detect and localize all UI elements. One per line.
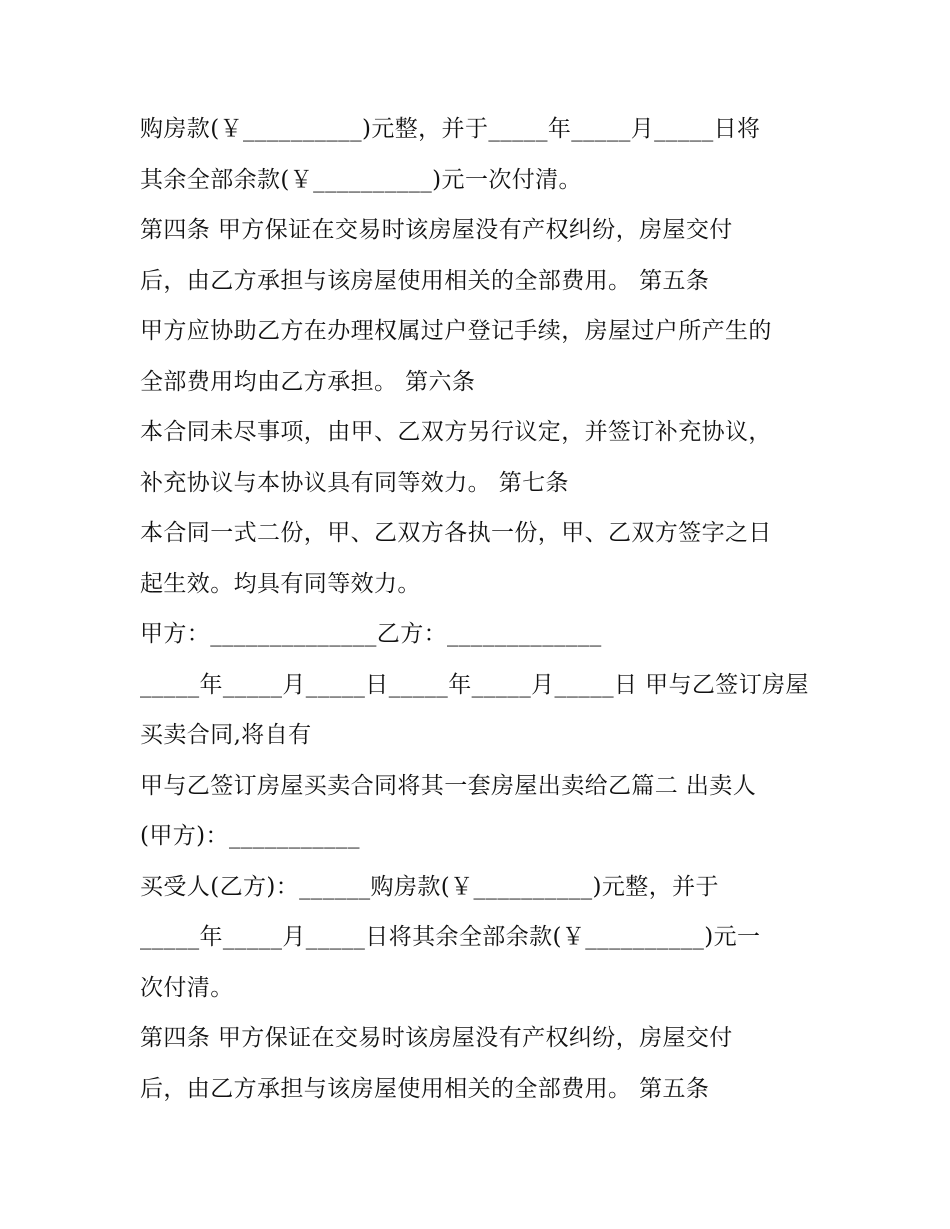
text-line-4: 后，由乙方承担与该房屋使用相关的全部费用。 第五条 <box>140 267 710 294</box>
text-line-10: 起生效。均具有同等效力。 <box>140 570 421 597</box>
text-line-20: 后，由乙方承担与该房屋使用相关的全部费用。 第五条 <box>140 1075 710 1102</box>
text-line-12: _____年_____月_____日_____年_____月_____日 甲与乙签订房屋 <box>140 671 809 698</box>
text-line-5: 甲方应协助乙方在办理权属过户登记手续，房屋过户所产生的 <box>140 318 772 344</box>
text-line-16: 买受人(乙方)：______购房款(￥__________)元整，并于 <box>140 873 719 900</box>
text-line-6: 全部费用均由乙方承担。 第六条 <box>140 368 476 395</box>
text-line-3: 第四条 甲方保证在交易时该房屋没有产权纠纷，房屋交付 <box>140 217 733 243</box>
text-line-7: 本合同未尽事项，由甲、乙双方另行议定，并签订补充协议， <box>140 419 772 445</box>
text-line-19: 第四条 甲方保证在交易时该房屋没有产权纠纷，房屋交付 <box>140 1025 733 1051</box>
text-line-2: 其余全部余款(￥__________)元一次付清。 <box>140 166 582 193</box>
document-body <box>140 104 830 1114</box>
text-line-1: 购房款(￥__________)元整，并于_____年_____月_____日将 <box>140 116 761 142</box>
text-line-15: (甲方)：___________ <box>140 823 360 849</box>
text-line-17: _____年_____月_____日将其余全部余款(￥__________)元一 <box>140 924 761 950</box>
text-line-9: 本合同一式二份，甲、乙双方各执一份，甲、乙双方签字之日 <box>140 520 772 546</box>
text-line-18: 次付清。 <box>140 974 234 1001</box>
text-line-14: 甲与乙签订房屋买卖合同将其一套房屋出卖给乙篇二 出卖人 <box>140 772 757 799</box>
text-line-11: 甲方：______________乙方：_____________ <box>140 621 602 647</box>
text-line-8: 补充协议与本协议具有同等效力。 第七条 <box>140 469 569 496</box>
text-line-13: 买卖合同,将自有 <box>140 722 312 748</box>
